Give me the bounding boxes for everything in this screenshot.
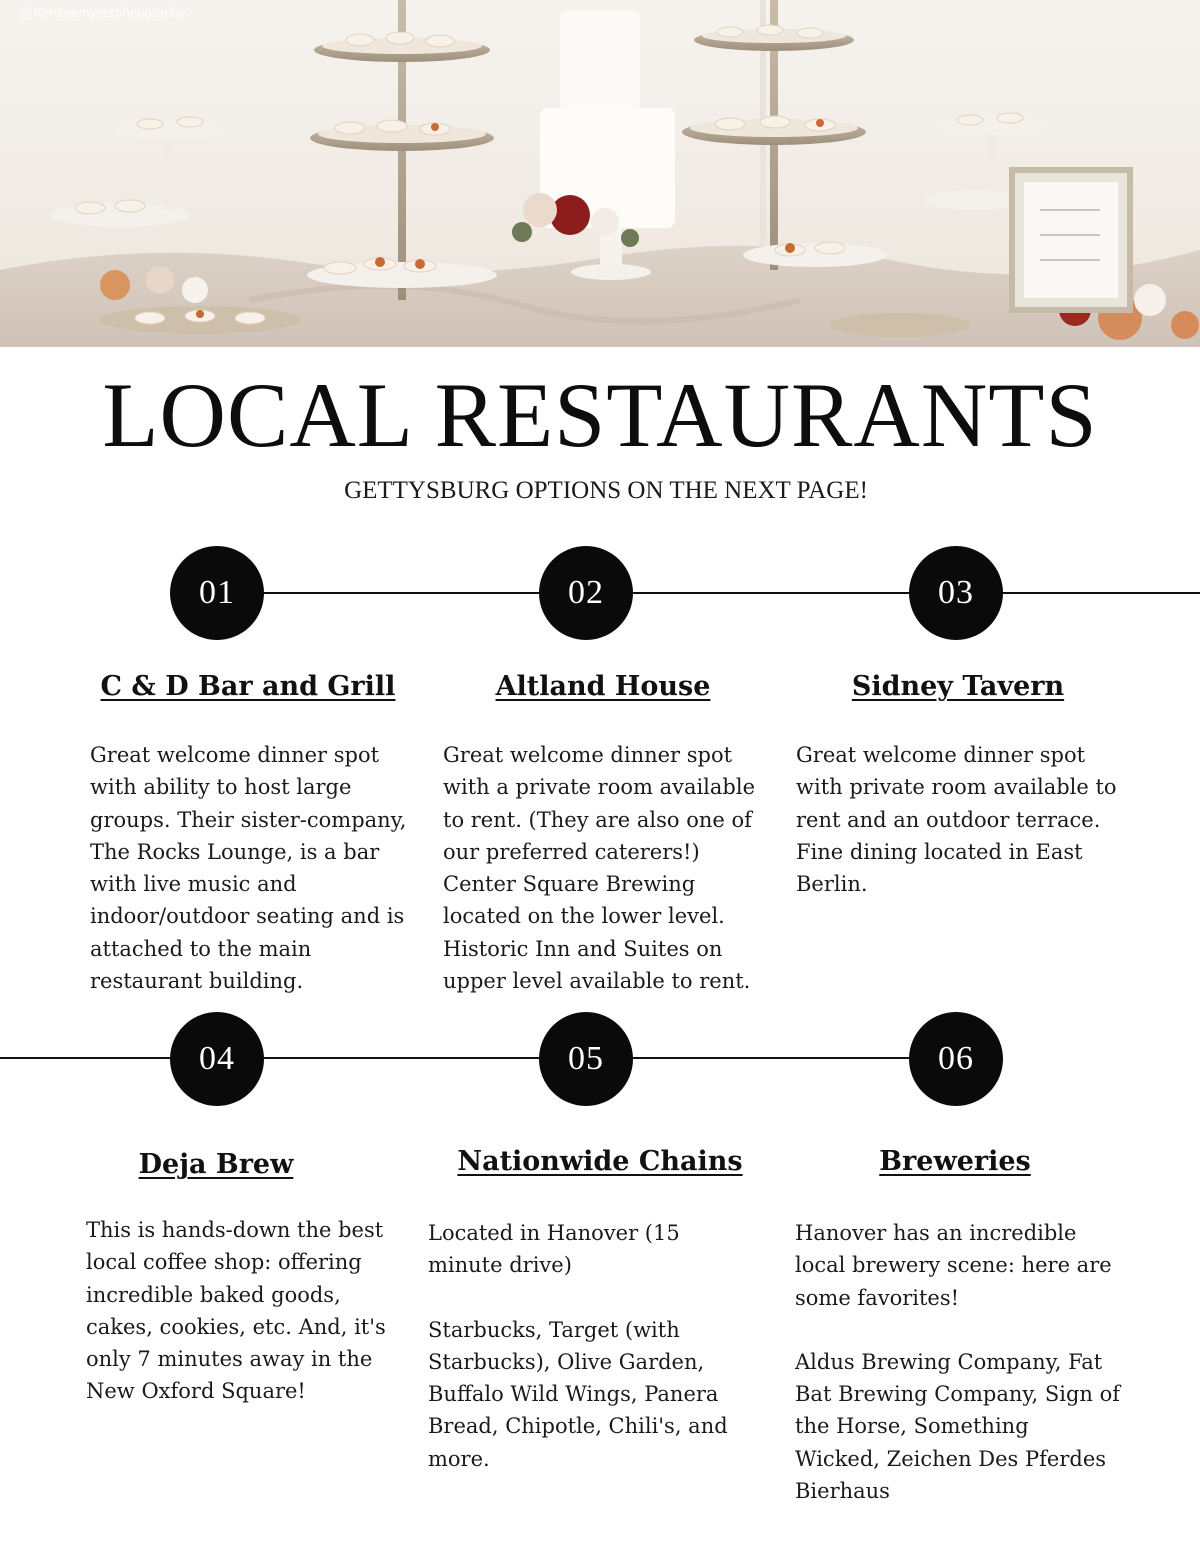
description-paragraph: Great welcome dinner spot with ability to host large groups. Their sister-company, The Rocks Lounge, is a bar with live music and indoor/outdoor seating and is attached to the main restaurant building. (90, 743, 407, 994)
restaurant-description-altland-house (443, 739, 768, 997)
description-paragraph-location: Located in Hanover (15 minute drive) (428, 1221, 680, 1278)
number-badge-01: 01 (170, 546, 264, 640)
restaurant-description-breweries (795, 1217, 1120, 1507)
restaurant-title-altland-house: Altland House (495, 671, 711, 702)
number-badge-04: 04 (170, 1012, 264, 1106)
dessert-table-illustration (0, 0, 1200, 347)
number-badge-05: 05 (539, 1012, 633, 1106)
photographer-watermark: @Kenzeemyersphoography (20, 5, 186, 20)
restaurant-title-nationwide-chains: Nationwide Chains (457, 1146, 743, 1177)
page-title: LOCAL RESTAURANTS (102, 364, 1098, 466)
timeline-line-top (218, 592, 1200, 594)
restaurant-title-deja-brew: Deja Brew (138, 1149, 294, 1180)
description-paragraph-list: Aldus Brewing Company, Fat Bat Brewing Company, Sign of the Horse, Something Wicked, Zeichen Des Pferdes Bierhaus (795, 1349, 1120, 1504)
restaurant-title-cd-bar-and-grill: C & D Bar and Grill (100, 671, 396, 702)
page-subtitle: GETTYSBURG OPTIONS ON THE NEXT PAGE! (344, 477, 868, 504)
hero-photo (0, 0, 1200, 347)
number-badge-03: 03 (909, 546, 1003, 640)
restaurant-description-deja-brew (86, 1214, 411, 1408)
description-paragraph-intro: Hanover has an incredible local brewery scene: here are some favorites! (795, 1221, 1112, 1310)
restaurant-description-cd-bar-and-grill (90, 739, 415, 997)
number-badge-06: 06 (909, 1012, 1003, 1106)
description-paragraph: This is hands-down the best local coffee shop: offering incredible baked goods, cakes, cookies, etc. And, it's only 7 minutes away in the New Oxford Square! (86, 1218, 386, 1404)
description-paragraph: Great welcome dinner spot with a private room available to rent. (They are also one of our preferred caterers!) Center Square Brewing located on the lower level. Historic Inn and Suites on upper level available to rent. (443, 743, 756, 994)
number-badge-02: 02 (539, 546, 633, 640)
restaurant-title-sidney-tavern: Sidney Tavern (851, 671, 1065, 702)
description-paragraph-list: Starbucks, Target (with Starbucks), Olive Garden, Buffalo Wild Wings, Panera Bread, Chipotle, Chili's, and more. (428, 1317, 728, 1471)
timeline-line-bottom (0, 1057, 956, 1059)
description-paragraph: Great welcome dinner spot with private room available to rent and an outdoor terrace. Fine dining located in East Berlin. (796, 743, 1117, 897)
restaurant-description-sidney-tavern (796, 739, 1121, 900)
restaurant-title-breweries: Breweries (879, 1146, 1031, 1177)
restaurant-description-nationwide-chains (428, 1217, 753, 1475)
